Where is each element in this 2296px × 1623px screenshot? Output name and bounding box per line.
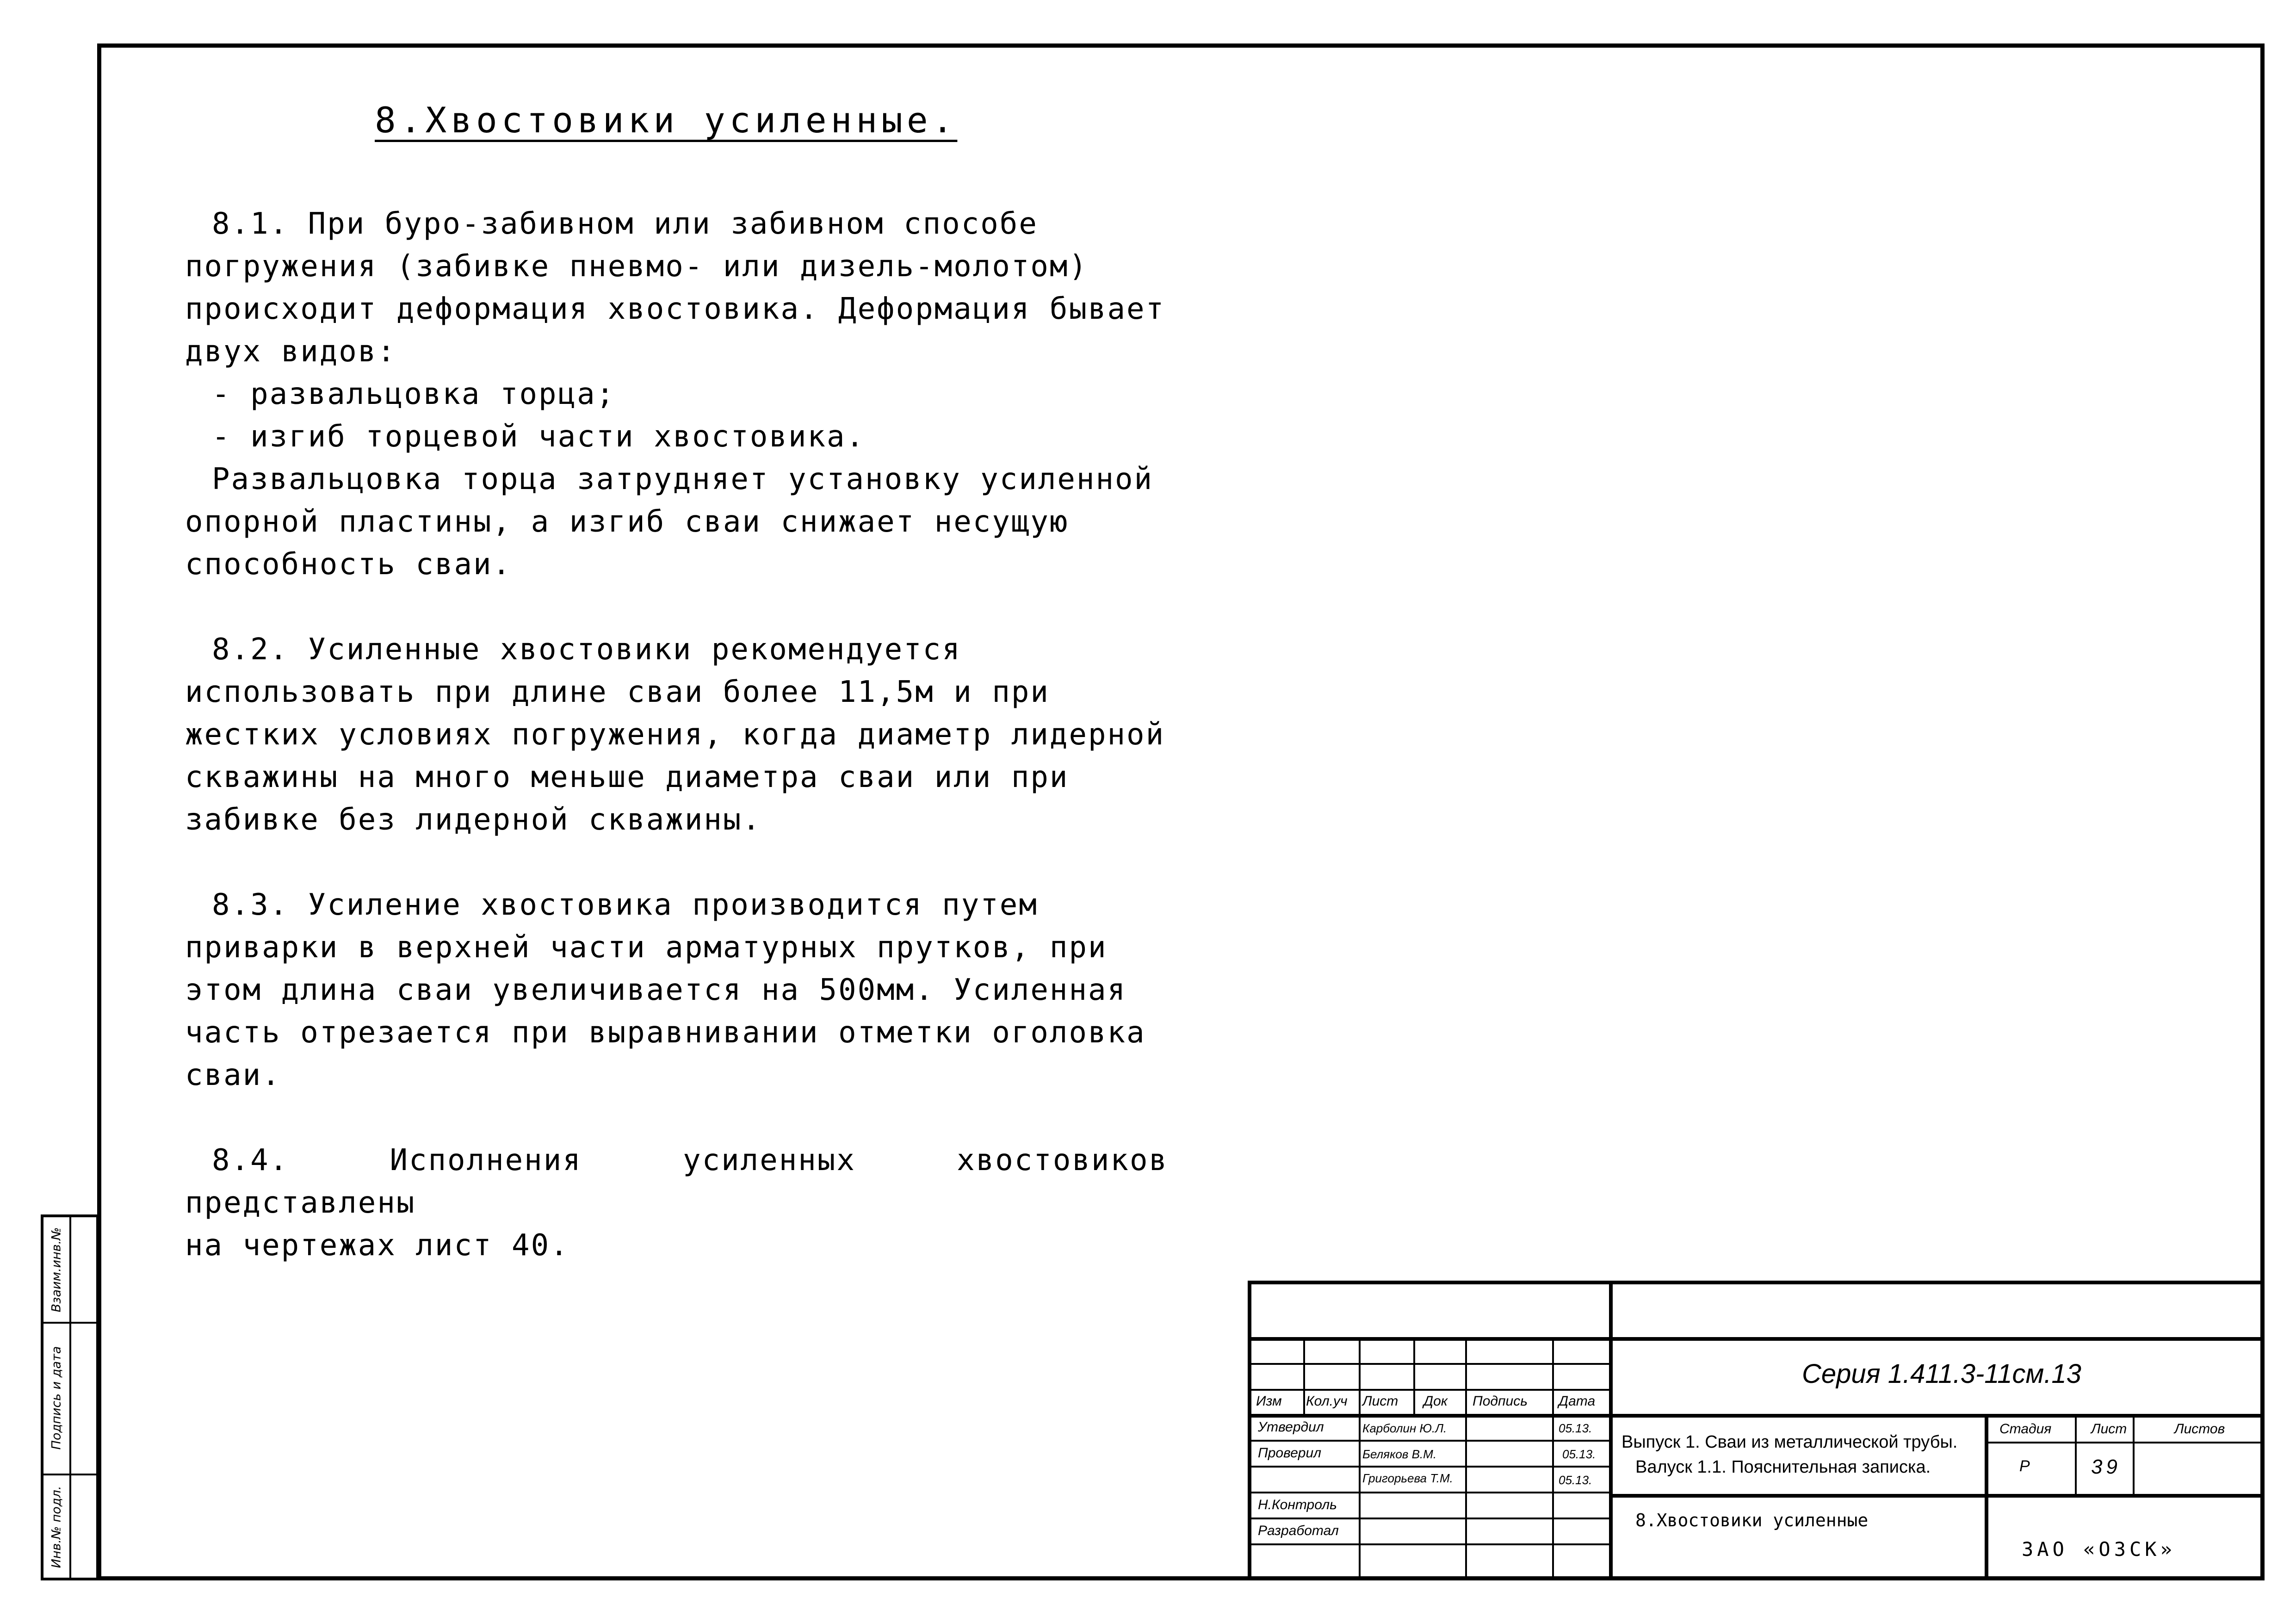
paragraph-8-3 [185,884,1168,1096]
paragraph-8-2 [185,628,1168,841]
text-line: Развальцовка торца затрудняет установку усиленной [212,462,1154,496]
tb-grid-line [1359,1337,1361,1580]
tb-grid-line [1303,1337,1305,1414]
tb-divider [1985,1414,1988,1580]
tb-grid-line [1251,1440,1609,1442]
tb-divider [2133,1414,2135,1494]
text-line: двух видов: [185,335,396,369]
side-label-podpis [43,1322,69,1474]
list-item: - развальцовка торца; [212,377,616,411]
tb-grid-line [1251,1518,1609,1519]
page-title: 8.Хвостовики усиленные. [375,99,958,141]
title-block [1248,1281,2265,1580]
header-data: Дата [1559,1394,1596,1409]
side-label-inv [43,1474,69,1580]
text-line: забивке без лидерной скважины. [185,803,761,837]
header-izm: Изм [1256,1394,1282,1409]
role-razrabotal: Разработал [1258,1523,1339,1538]
text-line: скважины на много меньше диаметра сваи или при [185,760,1069,794]
header-dok: Док [1423,1394,1448,1409]
tb-grid-line [1251,1492,1609,1493]
side-label-text: Инв.№ подл. [49,1486,64,1568]
name-belyakov: Беляков В.М. [1362,1447,1437,1461]
sheet-value: 39 [2091,1456,2121,1478]
name-karbolin: Карболин Ю.Л. [1362,1421,1447,1435]
role-n-kontrol: Н.Контроль [1258,1497,1337,1512]
text-line: жестких условиях погружения, когда диаметр лидерной [185,718,1165,752]
tb-divider [1985,1442,2265,1443]
side-label-vzaim [43,1217,69,1322]
paragraph-8-4 [185,1139,1168,1267]
section-title: 8.Хвостовики усиленные [1635,1510,1869,1530]
name-grigoreva: Григорьева Т.М. [1362,1471,1453,1485]
side-stamp-divider [69,1217,71,1578]
side-stamp [41,1214,99,1580]
text-line: приварки в верхней части арматурных прутков, при [185,930,1108,965]
company-name: ЗАО «ОЗСК» [2022,1538,2176,1561]
role-utverdil: Утвердил [1258,1419,1324,1435]
text-line: происходит деформация хвостовика. Деформация бывает [185,292,1165,326]
tb-divider [1609,1494,2265,1498]
tb-divider [1609,1414,2265,1418]
tb-divider [1609,1337,2265,1341]
text-line: 8.3. Усиление хвостовика производится путем [212,888,1038,922]
tb-grid-line [1413,1337,1415,1414]
side-label-text: Взаим.инв.№ [49,1227,64,1312]
text-line: 8.2. Усиленные хвостовики рекомендуется [212,632,961,667]
text-line: на чертежах лист 40. [185,1228,569,1263]
header-kol-uch: Кол.уч [1306,1394,1348,1409]
sheet-header: Лист [2091,1421,2127,1437]
issue-line-2: Валуск 1.1. Пояснительная записка. [1635,1457,1931,1477]
stage-value: Р [2019,1457,2030,1475]
tb-grid-line [1251,1466,1609,1468]
tb-grid-line [1251,1543,1609,1545]
list-item: - изгиб торцевой части хвостовика. [212,420,866,454]
text-line: этом длина сваи увеличивается на 500мм. Усиленная [185,973,1127,1007]
series-designation: Серия 1.411.3-11см.13 [1802,1359,2081,1389]
side-label-text: Подпись и дата [49,1346,64,1450]
role-proveril: Проверил [1258,1445,1322,1461]
text-line: способность сваи. [185,547,512,582]
date-value: 05.13. [1562,1447,1596,1461]
paragraph-8-1 [185,203,1168,586]
issue-line-1: Выпуск 1. Сваи из металлической трубы. [1621,1432,1958,1452]
date-value: 05.13. [1559,1421,1592,1435]
text-line: использовать при длине сваи более 11,5м и при [185,675,1050,709]
tb-divider [1609,1284,1613,1580]
document-body [185,203,1168,1309]
date-value: 05.13. [1559,1473,1592,1487]
tb-grid-line [1552,1337,1554,1580]
header-podpis: Подпись [1473,1394,1528,1409]
text-line: часть отрезается при выравнивании отметки оголовка [185,1016,1146,1050]
tb-grid-line [1251,1414,1609,1418]
tb-grid-line [1465,1337,1467,1580]
text-line: погружения (забивке пневмо- или дизель-молотом) [185,249,1088,284]
stage-header: Стадия [1999,1421,2052,1437]
header-list: Лист [1362,1394,1399,1409]
sheets-header: Листов [2174,1421,2225,1437]
tb-divider [2075,1414,2077,1494]
text-line: 8.4. Исполнения усиленных хвостовиков представлены [185,1143,1168,1220]
text-line: опорной пластины, а изгиб сваи снижает несущую [185,505,1069,539]
text-line: 8.1. При буро-забивном или забивном способе [212,207,1038,241]
text-line: сваи. [185,1058,281,1092]
